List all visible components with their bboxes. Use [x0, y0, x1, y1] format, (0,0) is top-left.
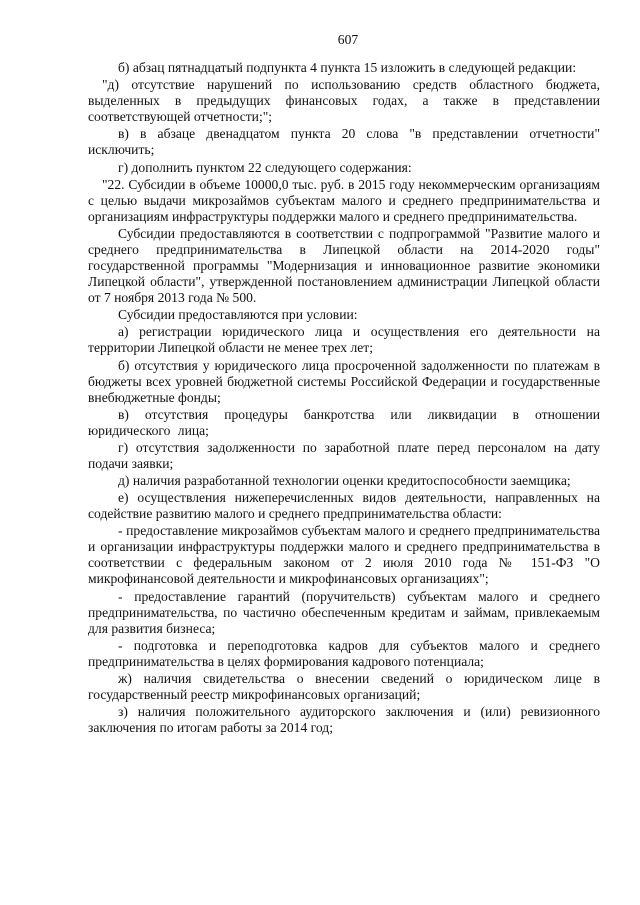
paragraph: - подготовка и переподготовка кадров для субъектов малого и среднего предпринимательства в целях формирования кадрового потенциала;: [88, 637, 600, 669]
paragraph: "д) отсутствие нарушений по использованию средств областного бюджета, выделенных в предыдущих финансовых годах, а также в представлении соответствующей отчетности;";: [88, 77, 600, 125]
paragraph: а) регистрации юридического лица и осуществления его деятельности на территории Липецкой области не менее трех лет;: [88, 324, 600, 356]
paragraph: б) абзац пятнадцатый подпункта 4 пункта 15 изложить в следующей редакции:: [118, 60, 577, 75]
paragraph: в) отсутствия процедуры банкротства или ликвидации в отношении юридического лица;: [88, 406, 600, 438]
paragraph: г) дополнить пунктом 22 следующего содержания:: [118, 159, 412, 175]
paragraph: б) отсутствия у юридического лица просроченной задолженности по платежам в бюджеты всех уровней бюджетной системы Российской Федерации и государственные внебюджетные фонды;: [88, 357, 600, 405]
paragraph: "22. Субсидии в объеме 10000,0 тыс. руб. в 2015 году некоммерческим организациям с целью выдачи микрозаймов субъектам малого и среднего предпринимательства и организациям инфраструктуры поддержки малого и среднего предпринимательства.: [88, 176, 600, 224]
page-number: 607: [337, 32, 359, 47]
paragraph: д) наличия разработанной технологии оценки кредитоспособности заемщика;: [118, 473, 571, 489]
paragraph: з) наличия положительного аудиторского заключения и (или) ревизионного заключения по итогам работы за 2014 год;: [88, 704, 600, 736]
paragraph: - предоставление микрозаймов субъектам малого и среднего предпринимательства и организации инфраструктуры поддержки малого и среднего предпринимательства в соответствии с федеральным законом от 2 июля 2010 года № 151-ФЗ "О микрофинансовой деятельности и микрофинансовых организациях";: [88, 523, 600, 587]
paragraph: - предоставление гарантий (поручительств) субъектам малого и среднего предпринимательства, по частично обеспеченным кредитам и займам, привлекаемым для развития бизнеса;: [88, 588, 600, 636]
paragraph: е) осуществления нижеперечисленных видов деятельности, направленных на содействие развитию малого и среднего предпринимательства области:: [88, 490, 600, 522]
paragraph: Субсидии предоставляются при условии:: [118, 307, 358, 323]
paragraph: ж) наличия свидетельства о внесении сведений о юридическом лице в государственный реестр микрофинансовых организаций;: [88, 671, 600, 702]
paragraph: в) в абзаце двенадцатом пункта 20 слова "в представлении отчетности" исключить;: [88, 126, 600, 158]
document-page: [88, 32, 600, 737]
paragraph: Субсидии предоставляются в соответствии с подпрограммой "Развитие малого и среднего предпринимательства в Липецкой области на 2014-2020 годы" государственной программы "Модернизация и инновационное развитие экономики Липецкой области", утвержденной постановлением администрации Липецкой области от 7 ноября 2013 года № 500.: [88, 225, 600, 305]
paragraph: г) отсутствия задолженности по заработной плате перед персоналом на дату подачи заявки;: [88, 439, 600, 471]
